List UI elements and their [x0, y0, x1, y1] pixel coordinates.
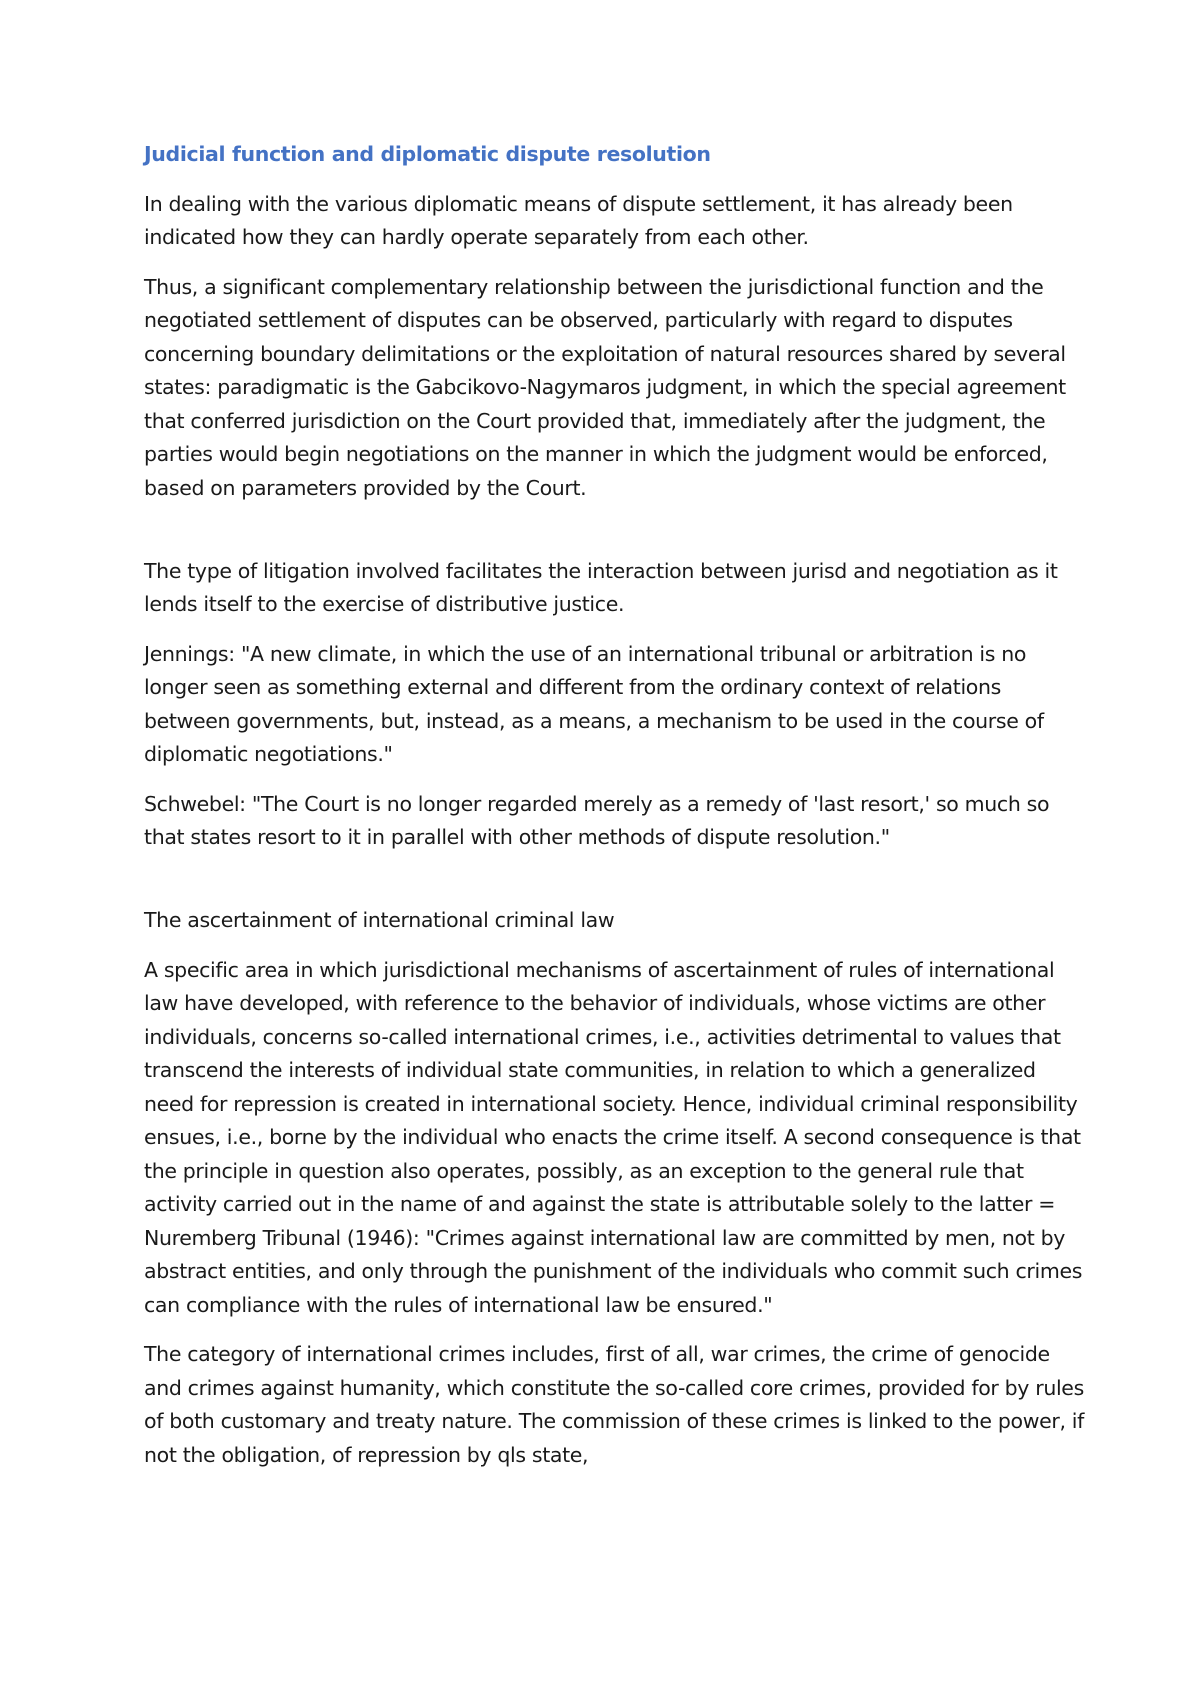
section-heading-judicial-function: Judicial function and diplomatic dispute resolution [144, 142, 711, 166]
blank-line [144, 521, 1084, 555]
paragraph: The type of litigation involved facilitates the interaction between jurisd and negotiation as it lends itself to the exercise of distributive justice. [144, 558, 1058, 616]
blank-line [144, 871, 1084, 905]
paragraph: A specific area in which jurisdictional mechanisms of ascertainment of rules of international law have developed, with reference to the behavior of individuals, whose victims are other individuals, concerns so-called international crimes, i.e., activities detrimental to values that transcend the interests of individual state communities, in relation to which a generalized need for repression is created in international society. Hence, individual criminal responsibility ensues, i.e., borne by the individual who enacts the crime itself. A second consequence is that the principle in question also operates, possibly, as an exception to the general rule that activity carried out in the name of and against the state is attributable solely to the latter = Nuremberg Tribunal (1946): "Crimes against international law are committed by men, not by abstract entities, and only through the punishment of the individuals who commit such crimes can compliance with the rules of international law be ensured." [144, 957, 1083, 1317]
paragraph: In dealing with the various diplomatic means of dispute settlement, it has already been indicated how they can hardly operate separately from each other. [144, 191, 1013, 249]
paragraph: Thus, a significant complementary relationship between the jurisdictional function and the negotiated settlement of disputes can be observed, particularly with regard to disputes concerning boundary delimitations or the exploitation of natural resources shared by several states: paradigmatic is the Gabcikovo-Nagymaros judgment, in which the special agreement that conferred jurisdiction on the Court provided that, immediately after the judgment, the parties would begin negotiations on the manner in which the judgment would be enforced, based on parameters provided by the Court. [144, 274, 1066, 500]
quote-schwebel: Schwebel: "The Court is no longer regarded merely as a remedy of 'last resort,' so much so that states resort to it in parallel with other methods of dispute resolution." [144, 791, 1050, 849]
document-page [144, 138, 1084, 1488]
section-heading-criminal-law: The ascertainment of international criminal law [144, 908, 615, 932]
paragraph: The category of international crimes includes, first of all, war crimes, the crime of genocide and crimes against humanity, which constitute the so-called core crimes, provided for by rules of both customary and treaty nature. The commission of these crimes is linked to the power, if not the obligation, of repression by qls state, [144, 1342, 1084, 1467]
quote-jennings: Jennings: "A new climate, in which the use of an international tribunal or arbitration is no longer seen as something external and different from the ordinary context of relations between governments, but, instead, as a means, a mechanism to be used in the course of diplomatic negotiations." [144, 641, 1044, 766]
